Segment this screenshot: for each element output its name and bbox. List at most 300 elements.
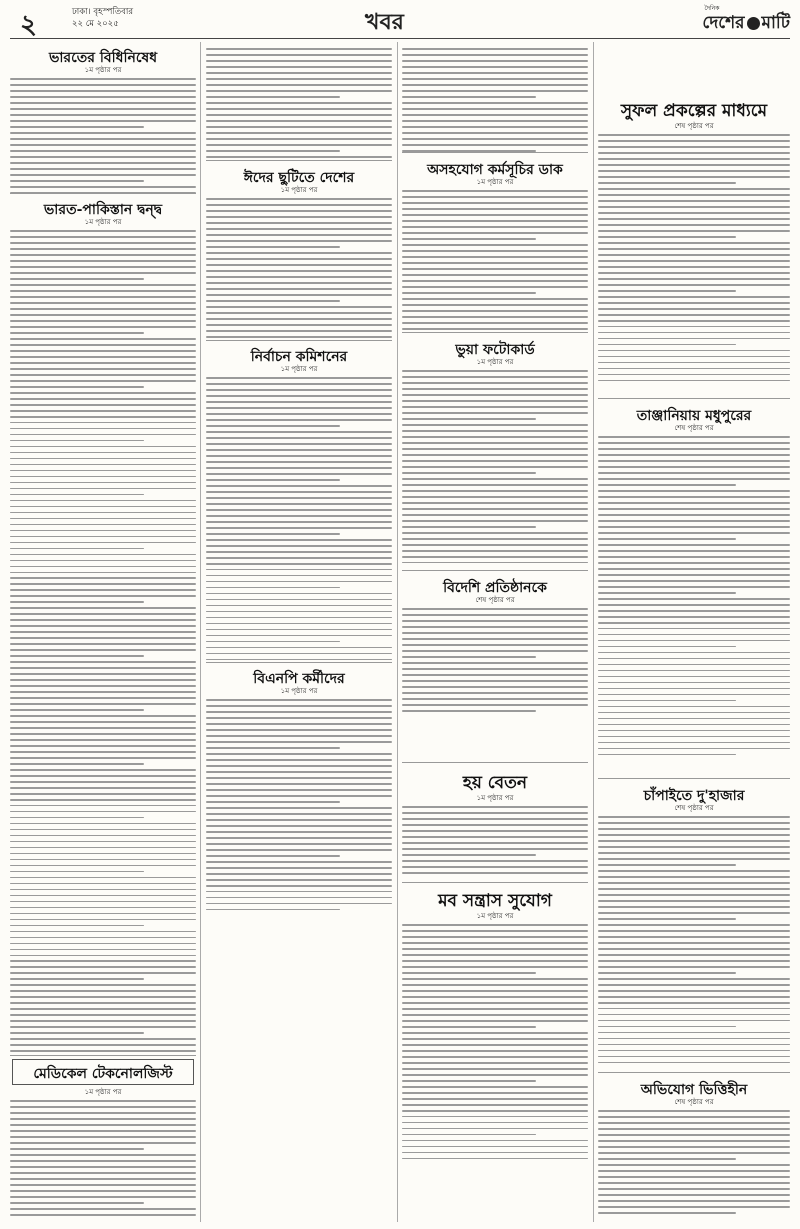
text-line (10, 392, 196, 394)
text-line (206, 909, 340, 911)
text-line (598, 930, 790, 932)
text-line (402, 680, 588, 682)
text-line (206, 783, 392, 785)
text-line (598, 1002, 790, 1004)
text-line (206, 855, 340, 857)
text-line (206, 789, 392, 791)
continued-note: শেষ পৃষ্ঠার পর (674, 1098, 714, 1106)
text-line (10, 1124, 196, 1126)
text-line (402, 866, 588, 868)
text-line (10, 150, 196, 152)
text-line (10, 266, 196, 268)
text-line (402, 990, 588, 992)
text-line (206, 557, 392, 559)
text-line (402, 614, 588, 616)
text-line (206, 246, 340, 248)
text-line (10, 290, 196, 292)
text-line (10, 913, 196, 915)
text-line (10, 853, 196, 855)
text-line (598, 1146, 790, 1148)
text-line (206, 849, 392, 851)
text-line (10, 374, 196, 376)
text-line (402, 544, 588, 546)
text-line (10, 326, 196, 328)
text-line (598, 1056, 790, 1058)
text-line (206, 336, 392, 338)
text-line (10, 102, 196, 104)
text-line (10, 1214, 196, 1216)
text-line (598, 266, 790, 268)
text-line (10, 703, 196, 705)
text-line (206, 222, 392, 224)
text-line (402, 550, 588, 552)
headline: বিদেশি প্রতিষ্ঠানকে (443, 580, 547, 596)
text-line (10, 697, 196, 699)
headline: সুফল প্রকল্পের মাধ্যমে (620, 101, 768, 121)
continued-note: ১ম পৃষ্ঠার পর (476, 912, 514, 920)
text-line (598, 1116, 790, 1118)
text-line (10, 925, 144, 927)
text-line (598, 374, 790, 376)
text-line (598, 218, 790, 220)
text-line (598, 448, 790, 450)
text-line (10, 631, 196, 633)
text-line (206, 801, 340, 803)
city-day: ঢাকা। বৃহস্পতিবার (72, 7, 134, 17)
text-line (402, 966, 588, 968)
text-line (402, 1020, 588, 1022)
text-line (10, 589, 196, 591)
text-line (402, 1014, 588, 1016)
text-line (10, 673, 196, 675)
text-line (402, 1038, 588, 1040)
text-line (10, 883, 196, 885)
text-line (10, 931, 196, 933)
article-body (10, 226, 196, 1056)
text-line (10, 272, 196, 274)
text-line (10, 637, 196, 639)
text-line (402, 72, 588, 74)
article-divider (598, 778, 790, 779)
text-line (598, 1008, 790, 1010)
text-line (402, 806, 588, 808)
text-line (206, 455, 392, 457)
text-line (598, 658, 790, 660)
text-line (206, 485, 392, 487)
text-line (402, 978, 588, 980)
text-line (402, 454, 588, 456)
text-line (402, 400, 588, 402)
text-line (10, 524, 196, 526)
text-line (206, 401, 392, 403)
text-line (598, 314, 790, 316)
text-line (598, 460, 790, 462)
text-line (598, 436, 790, 438)
page-number: ২ (20, 10, 37, 40)
text-line (206, 449, 392, 451)
text-line (10, 655, 144, 657)
text-line (10, 518, 196, 520)
text-line (206, 867, 392, 869)
text-line (10, 721, 196, 723)
text-line (206, 771, 392, 773)
continued-note: শেষ পৃষ্ঠার পর (674, 804, 714, 812)
text-line (598, 718, 790, 720)
text-line (598, 194, 790, 196)
text-line (206, 288, 392, 290)
article-body (598, 1106, 790, 1218)
text-line (10, 380, 196, 382)
headline: নির্বাচন কমিশনের (250, 349, 348, 365)
article-divider (402, 332, 588, 333)
text-line (10, 536, 196, 538)
text-line (206, 389, 392, 391)
text-line (10, 1118, 196, 1120)
text-line (402, 836, 588, 838)
text-line (206, 825, 392, 827)
text-line (402, 496, 588, 498)
text-line (598, 290, 736, 292)
text-line (206, 545, 392, 547)
text-line (598, 1188, 790, 1190)
text-line (10, 506, 196, 508)
text-line (206, 705, 392, 707)
text-line (598, 748, 790, 750)
article-body (402, 802, 588, 878)
headline: ভুয়া ফটোকার্ড (455, 342, 535, 358)
text-line (402, 704, 588, 706)
text-line (598, 248, 790, 250)
headline: চাঁপাইতে দু'হাজার (643, 788, 745, 804)
text-line (402, 304, 588, 306)
text-line (598, 640, 790, 642)
text-line (206, 491, 392, 493)
text-line (598, 1110, 790, 1112)
text-line (598, 158, 790, 160)
text-line (10, 799, 196, 801)
text-line (598, 230, 790, 232)
text-line (402, 376, 588, 378)
text-line (402, 668, 588, 670)
text-line (10, 230, 196, 232)
text-line (402, 1008, 588, 1010)
article-body (402, 366, 588, 568)
text-line (206, 629, 392, 631)
text-line (10, 877, 196, 879)
text-line (598, 1140, 790, 1142)
text-line (10, 84, 196, 86)
text-line (10, 1184, 196, 1186)
text-line (598, 544, 790, 546)
text-line (598, 1170, 790, 1172)
text-line (598, 1194, 790, 1196)
text-line (402, 1080, 536, 1082)
text-line (598, 206, 790, 208)
text-line (10, 96, 196, 98)
text-line (10, 685, 196, 687)
text-line (598, 550, 790, 552)
text-line (402, 238, 536, 240)
text-line (206, 831, 392, 833)
text-line (206, 587, 340, 589)
continued-note: ১ম পৃষ্ঠার পর (476, 178, 514, 186)
text-line (10, 90, 196, 92)
masthead (10, 4, 790, 39)
text-line (598, 1206, 790, 1208)
text-line (206, 837, 392, 839)
text-line (10, 1014, 196, 1016)
text-line (402, 650, 588, 652)
text-line (402, 370, 588, 372)
article-divider (206, 340, 392, 341)
text-line (598, 906, 790, 908)
text-line (402, 388, 588, 390)
text-line (10, 865, 196, 867)
text-line (206, 54, 392, 56)
text-line (206, 210, 392, 212)
text-line (598, 646, 736, 648)
text-line (10, 889, 196, 891)
text-line (10, 1196, 196, 1198)
text-line (598, 580, 790, 582)
text-line (402, 78, 588, 80)
text-line (206, 252, 392, 254)
text-line (10, 1136, 196, 1138)
article-divider (402, 882, 588, 883)
text-line (10, 625, 196, 627)
text-line (402, 514, 588, 516)
text-line (402, 502, 588, 504)
article-body (598, 812, 790, 1068)
article-body (402, 604, 588, 716)
text-line (598, 212, 790, 214)
text-line (402, 316, 588, 318)
text-line (10, 769, 196, 771)
text-line (598, 610, 790, 612)
text-line (402, 830, 588, 832)
text-line (10, 434, 196, 436)
text-line (402, 608, 588, 610)
text-line (10, 566, 196, 568)
text-line (402, 1140, 588, 1142)
text-line (10, 583, 196, 585)
text-line (10, 787, 196, 789)
text-line (206, 605, 392, 607)
text-line (402, 1026, 536, 1028)
text-line (10, 120, 196, 122)
text-line (206, 66, 392, 68)
text-line (10, 871, 144, 873)
text-line (598, 496, 790, 498)
text-line (598, 846, 790, 848)
text-line (206, 318, 392, 320)
text-line (402, 90, 588, 92)
text-line (402, 54, 588, 56)
article-body (206, 194, 392, 342)
text-line (402, 328, 588, 330)
text-line (206, 653, 392, 655)
text-line (402, 996, 588, 998)
text-line (206, 891, 392, 893)
logo-word-left: দেশের (702, 13, 745, 33)
text-line (10, 715, 196, 717)
text-line (402, 268, 588, 270)
text-line (402, 472, 536, 474)
article-divider (402, 570, 588, 571)
text-line (402, 448, 588, 450)
text-line (206, 395, 392, 397)
text-line (598, 254, 790, 256)
text-line (10, 344, 196, 346)
text-line (10, 138, 196, 140)
column-2 (206, 42, 392, 1222)
text-line (10, 458, 196, 460)
issue-date: ২২ মে ২০২৫ (72, 19, 119, 29)
text-line (598, 670, 790, 672)
logo-word-right: মাটি (761, 13, 790, 33)
text-line (206, 533, 340, 535)
text-line (598, 682, 790, 684)
text-line (402, 412, 588, 414)
article-divider (206, 160, 392, 161)
text-line (10, 1160, 196, 1162)
text-line (598, 1020, 790, 1022)
text-line (598, 508, 790, 510)
text-line (402, 936, 588, 938)
text-line (598, 1128, 790, 1130)
text-line (402, 208, 588, 210)
text-line (598, 736, 790, 738)
headline: মেডিকেল টেকনোলজিস্ট (33, 1066, 173, 1082)
text-line (206, 897, 392, 899)
text-line (402, 948, 588, 950)
text-line (206, 413, 392, 415)
text-line (402, 972, 536, 974)
text-line (10, 416, 196, 418)
text-line (10, 1190, 196, 1192)
text-line (206, 120, 392, 122)
text-line (10, 428, 196, 430)
text-line (402, 1068, 588, 1070)
article-body (206, 44, 392, 162)
text-line (402, 1044, 588, 1046)
article-body (10, 74, 196, 198)
text-line (10, 996, 196, 998)
text-line (402, 1128, 588, 1130)
text-line (402, 280, 588, 282)
text-line (10, 829, 196, 831)
column-rule (200, 42, 201, 1222)
text-line (10, 978, 144, 980)
text-line (598, 1050, 790, 1052)
text-line (10, 781, 196, 783)
text-line (402, 292, 536, 294)
continued-note: ১ম পৃষ্ঠার পর (476, 794, 514, 802)
text-line (10, 757, 196, 759)
text-line (206, 699, 392, 701)
text-line (206, 647, 392, 649)
text-line (206, 765, 392, 767)
column-4 (598, 42, 790, 1222)
text-line (206, 306, 392, 308)
text-line (10, 404, 196, 406)
text-line (402, 244, 588, 246)
text-line (10, 1100, 196, 1102)
text-line (10, 422, 196, 424)
text-line (10, 296, 196, 298)
text-line (402, 322, 588, 324)
text-line (206, 717, 392, 719)
text-line (402, 202, 588, 204)
text-line (402, 1146, 588, 1148)
text-line (402, 132, 588, 134)
article-body (402, 920, 588, 1164)
text-line (402, 262, 588, 264)
text-line (10, 470, 196, 472)
text-line (598, 840, 790, 842)
text-line (206, 156, 392, 158)
text-line (402, 854, 536, 856)
text-line (598, 616, 790, 618)
text-line (402, 430, 588, 432)
continued-note: ১ম পৃষ্ঠার পর (84, 218, 122, 226)
text-line (598, 260, 790, 262)
text-line (598, 592, 736, 594)
text-line (10, 811, 196, 813)
text-line (10, 542, 196, 544)
text-line (402, 232, 588, 234)
text-line (402, 1104, 588, 1106)
text-line (598, 1062, 790, 1064)
text-line (206, 741, 392, 743)
text-line (206, 747, 340, 749)
text-line (206, 759, 392, 761)
text-line (598, 272, 790, 274)
text-line (598, 634, 790, 636)
text-line (206, 132, 392, 134)
text-line (402, 460, 588, 462)
text-line (10, 763, 144, 765)
text-line (10, 284, 196, 286)
text-line (10, 1026, 196, 1028)
text-line (598, 526, 790, 528)
text-line (598, 236, 736, 238)
text-line (402, 644, 588, 646)
text-line (402, 1152, 588, 1154)
text-line (598, 502, 790, 504)
text-line (402, 1116, 588, 1118)
text-line (206, 711, 392, 713)
text-line (206, 126, 392, 128)
text-line (402, 394, 588, 396)
text-line (598, 724, 790, 726)
text-line (10, 132, 196, 134)
text-line (598, 484, 736, 486)
text-line (10, 1148, 144, 1150)
text-line (402, 190, 588, 192)
text-line (402, 120, 588, 122)
text-line (206, 204, 392, 206)
text-line (598, 912, 790, 914)
text-line (10, 260, 196, 262)
text-line (598, 1176, 790, 1178)
headline: অসহযোগ কর্মসূচির ডাক (427, 162, 563, 178)
text-line (206, 503, 392, 505)
text-line (206, 102, 392, 104)
text-line (402, 256, 588, 258)
text-line (598, 278, 790, 280)
text-line (598, 344, 736, 346)
